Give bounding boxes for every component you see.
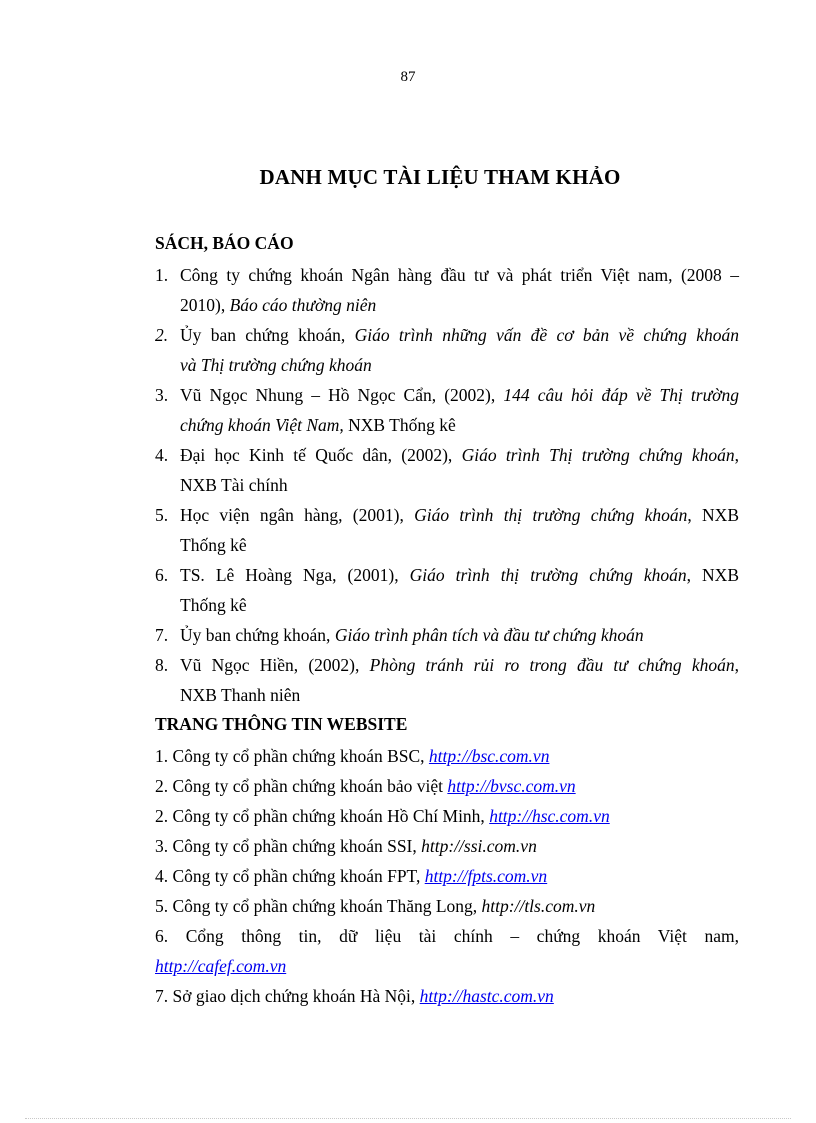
website-item: 5. Công ty cổ phần chứng khoán Thăng Long, http://tls.com.vn (155, 896, 596, 916)
reference-line: Công ty chứng khoán Ngân hàng đầu tư và phát triển Việt nam, (2008 – (180, 265, 739, 285)
page-bottom-divider (25, 1118, 791, 1119)
reference-item (155, 560, 739, 620)
reference-number: 2. (155, 325, 169, 345)
section-heading-websites: TRANG THÔNG TIN WEBSITE (155, 714, 408, 734)
reference-item (155, 320, 739, 380)
reference-line: NXB Tài chính (180, 475, 288, 495)
reference-number: 6. (155, 565, 169, 585)
reference-item (155, 500, 739, 560)
website-url: http://tls.com.vn (481, 896, 596, 916)
website-item: 7. Sở giao dịch chứng khoán Hà Nội, http://hastc.com.vn (155, 986, 554, 1006)
reference-number: 7. (155, 625, 169, 645)
page-number: 87 (400, 69, 416, 85)
reference-number: 1. (155, 265, 169, 285)
reference-line: NXB Thanh niên (180, 685, 301, 705)
reference-number: 8. (155, 655, 169, 675)
page-title: DANH MỤC TÀI LIỆU THAM KHẢO (259, 165, 621, 189)
reference-line: Vũ Ngọc Nhung – Hồ Ngọc Cẩn, (2002), 144 câu hỏi đáp về Thị trường (180, 385, 739, 405)
reference-line: Ủy ban chứng khoán, Giáo trình phân tích và đầu tư chứng khoán (180, 625, 644, 645)
reference-item (155, 380, 739, 440)
website-item: 2. Công ty cổ phần chứng khoán bảo việt http://bvsc.com.vn (155, 776, 576, 796)
reference-item (155, 650, 739, 710)
reference-line: TS. Lê Hoàng Nga, (2001), Giáo trình thị trường chứng khoán, NXB (180, 565, 739, 585)
reference-line: và Thị trường chứng khoán (180, 355, 372, 375)
website-link[interactable]: http://bsc.com.vn (428, 746, 550, 766)
website-item: 4. Công ty cổ phần chứng khoán FPT, http://fpts.com.vn (155, 866, 548, 886)
reference-line: Ủy ban chứng khoán, Giáo trình những vấn đề cơ bản về chứng khoán (180, 325, 739, 345)
reference-line: chứng khoán Việt Nam, NXB Thống kê (180, 415, 456, 435)
website-link[interactable]: http://fpts.com.vn (424, 866, 548, 886)
website-item: 3. Công ty cổ phần chứng khoán SSI, http://ssi.com.vn (155, 836, 537, 856)
reference-line: Thống kê (180, 595, 247, 615)
website-url: http://ssi.com.vn (421, 836, 537, 856)
website-link[interactable]: http://bvsc.com.vn (447, 776, 576, 796)
reference-item (155, 260, 739, 320)
website-item: 1. Công ty cổ phần chứng khoán BSC, http://bsc.com.vn (155, 746, 550, 766)
website-link[interactable]: http://hsc.com.vn (489, 806, 610, 826)
reference-item (155, 440, 739, 500)
website-link[interactable]: http://hastc.com.vn (419, 986, 554, 1006)
reference-line: Vũ Ngọc Hiền, (2002), Phòng tránh rủi ro trong đầu tư chứng khoán, (180, 655, 739, 675)
website-item-continuation (155, 951, 739, 981)
reference-line: Học viện ngân hàng, (2001), Giáo trình thị trường chứng khoán, NXB (180, 505, 739, 525)
reference-number: 4. (155, 445, 169, 465)
reference-number: 3. (155, 385, 169, 405)
website-item: 2. Công ty cổ phần chứng khoán Hồ Chí Minh, http://hsc.com.vn (155, 806, 610, 826)
website-item: 6. Cổng thông tin, dữ liệu tài chính – chứng khoán Việt nam, (155, 926, 739, 946)
reference-line: 2010), Báo cáo thường niên (180, 295, 377, 315)
reference-item (155, 620, 739, 650)
reference-line: Đại học Kinh tế Quốc dân, (2002), Giáo trình Thị trường chứng khoán, (180, 445, 739, 465)
reference-line: Thống kê (180, 535, 247, 555)
website-link[interactable]: http://cafef.com.vn (155, 956, 287, 976)
reference-number: 5. (155, 505, 169, 525)
section-heading-books: SÁCH, BÁO CÁO (155, 233, 294, 253)
